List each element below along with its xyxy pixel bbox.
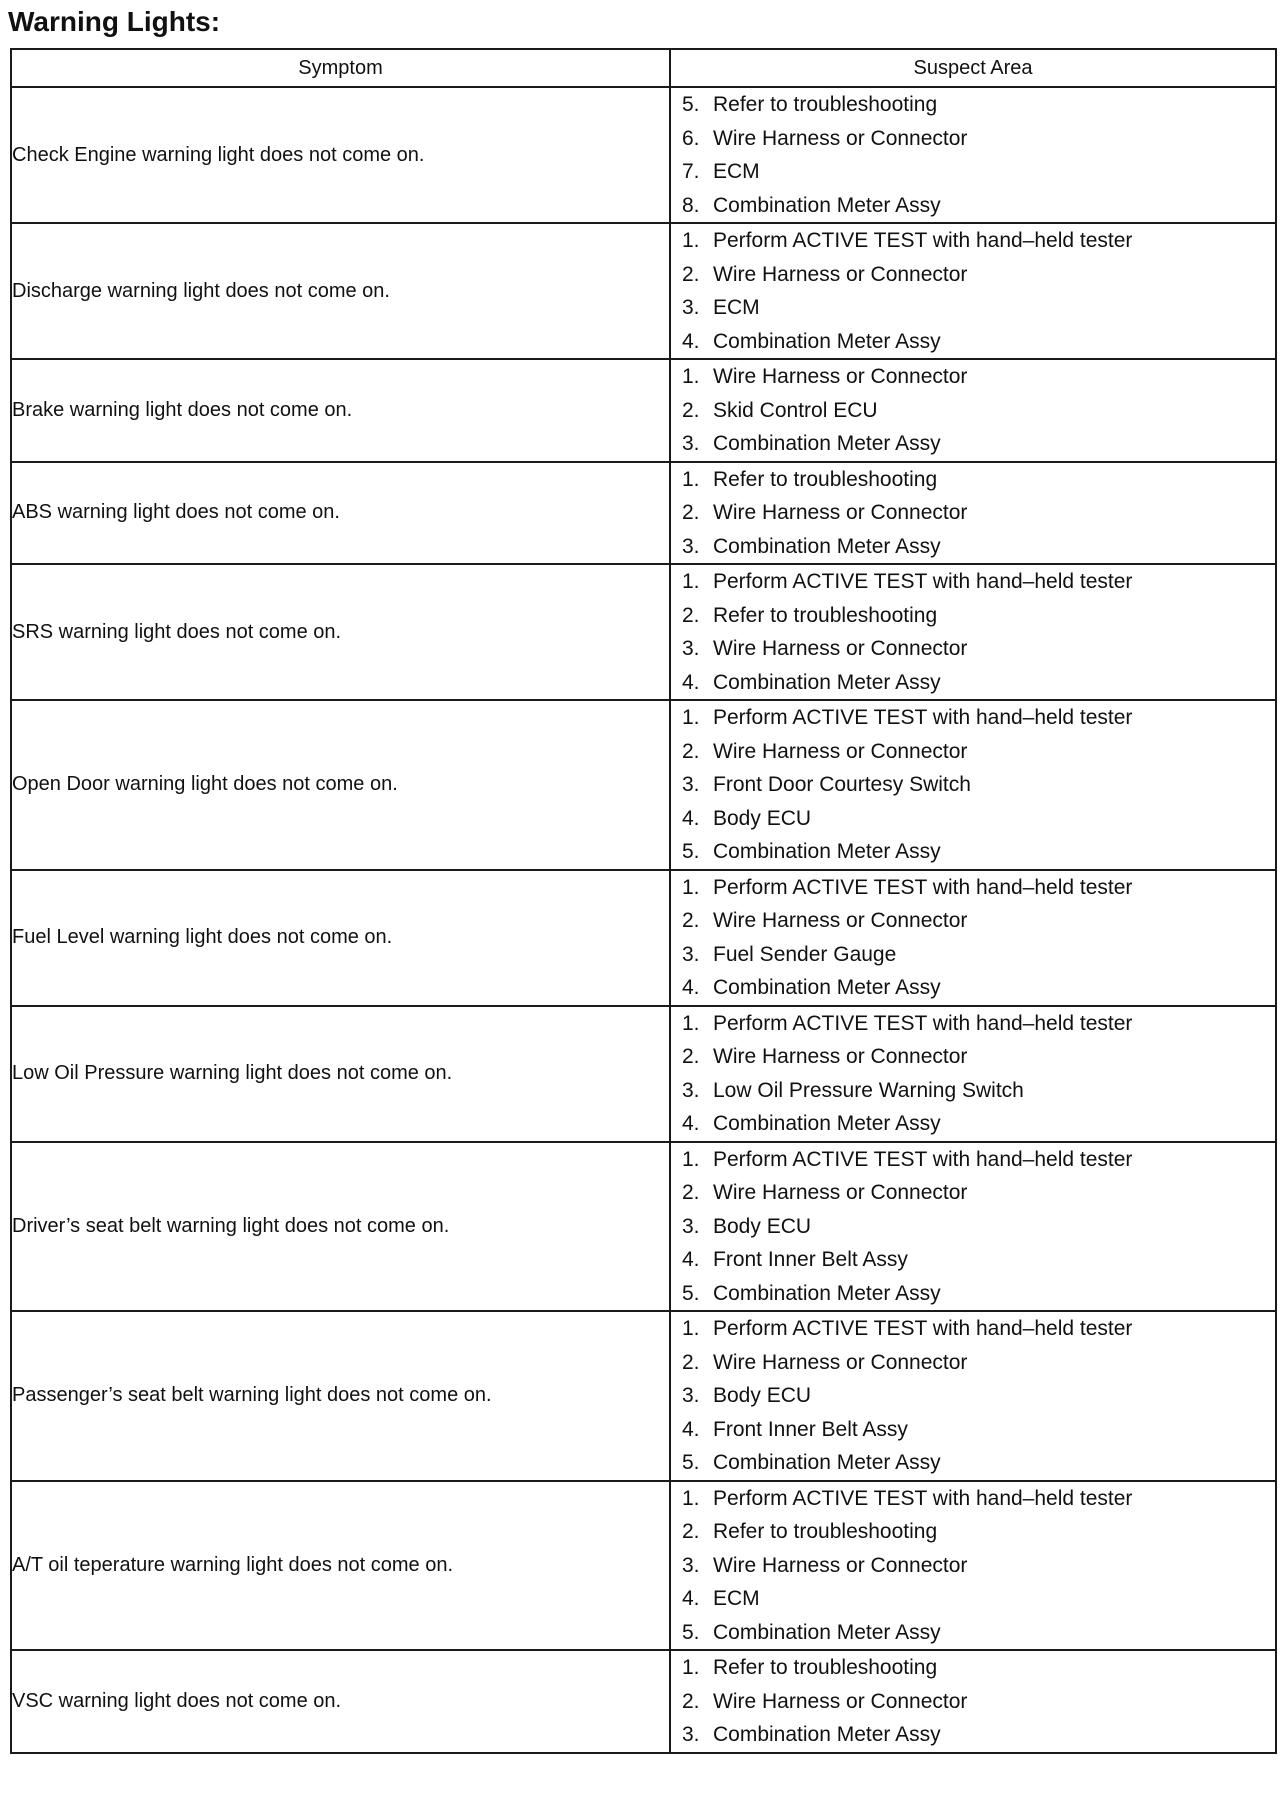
item-number: 4.	[682, 670, 700, 694]
item-text: Fuel Sender Gauge	[713, 942, 897, 966]
item-number: 4.	[682, 1112, 700, 1135]
suspect-area-item	[671, 530, 1275, 564]
item-text: Combination Meter Assy	[713, 329, 941, 353]
suspect-area-cell	[670, 223, 1276, 359]
suspect-area-item	[671, 768, 1275, 802]
item-number: 2.	[682, 1045, 700, 1068]
item-number: 1.	[682, 467, 700, 491]
suspect-area-item	[671, 1040, 1275, 1074]
table-row	[11, 1311, 1276, 1481]
item-number: 4.	[682, 1417, 700, 1441]
suspect-area-item	[671, 835, 1275, 869]
item-text: Wire Harness or Connector	[713, 1553, 968, 1577]
item-number: 5.	[682, 1281, 700, 1305]
item-number: 3.	[682, 1553, 700, 1577]
header-suspect-area: Suspect Area	[670, 49, 1276, 87]
item-number: 2.	[682, 501, 700, 524]
symptom-cell: Check Engine warning light does not come on.	[11, 87, 670, 223]
suspect-area-item	[671, 1718, 1275, 1752]
suspect-area-cell	[670, 1311, 1276, 1481]
suspect-area-item	[671, 632, 1275, 666]
symptom-cell: VSC warning light does not come on.	[11, 1650, 670, 1753]
item-number: 6.	[682, 126, 700, 150]
item-number: 1.	[682, 1147, 700, 1171]
item-number: 1.	[682, 570, 700, 593]
suspect-area-item	[671, 1582, 1275, 1616]
item-text: Refer to troubleshooting	[713, 1656, 938, 1679]
item-number: 4.	[682, 976, 700, 999]
symptom-cell: Low Oil Pressure warning light does not come on.	[11, 1006, 670, 1142]
item-number: 5.	[682, 840, 700, 863]
table-row	[11, 870, 1276, 1006]
table-row	[11, 1650, 1276, 1753]
item-number: 1.	[682, 706, 700, 729]
item-text: Perform ACTIVE TEST with hand–held tester	[713, 570, 1133, 593]
item-number: 2.	[682, 603, 700, 627]
item-number: 3.	[682, 942, 700, 966]
item-number: 3.	[682, 432, 700, 455]
suspect-area-item	[671, 1074, 1275, 1108]
item-text: Wire Harness or Connector	[713, 262, 968, 286]
item-text: Combination Meter Assy	[713, 976, 941, 999]
suspect-area-item	[671, 1243, 1275, 1277]
item-number: 1.	[682, 365, 700, 388]
symptom-cell: Brake warning light does not come on.	[11, 359, 670, 462]
item-text: Wire Harness or Connector	[713, 637, 968, 660]
suspect-area-item	[671, 871, 1275, 905]
suspect-area-item	[671, 1277, 1275, 1311]
suspect-area-item	[671, 666, 1275, 700]
suspect-area-cell	[670, 1142, 1276, 1312]
table-body	[11, 87, 1276, 1753]
item-number: 4.	[682, 329, 700, 353]
suspect-area-item	[671, 1651, 1275, 1685]
item-text: Combination Meter Assy	[713, 534, 941, 558]
item-text: Wire Harness or Connector	[713, 1045, 968, 1068]
suspect-area-cell	[670, 462, 1276, 565]
item-number: 2.	[682, 739, 700, 763]
symptom-cell: A/T oil teperature warning light does not come on.	[11, 1481, 670, 1651]
item-text: Front Inner Belt Assy	[713, 1248, 908, 1271]
table-row	[11, 1142, 1276, 1312]
symptom-cell: ABS warning light does not come on.	[11, 462, 670, 565]
suspect-area-item	[671, 599, 1275, 633]
item-number: 3.	[682, 637, 700, 660]
suspect-area-cell	[670, 870, 1276, 1006]
item-number: 7.	[682, 160, 700, 183]
item-text: Wire Harness or Connector	[713, 1350, 968, 1374]
suspect-area-item	[671, 1312, 1275, 1346]
item-number: 1.	[682, 229, 700, 252]
item-number: 2.	[682, 398, 700, 422]
item-text: Wire Harness or Connector	[713, 126, 968, 150]
item-text: Body ECU	[713, 806, 812, 830]
item-text: Combination Meter Assy	[713, 840, 941, 863]
suspect-area-item	[671, 802, 1275, 836]
suspect-area-cell	[670, 87, 1276, 223]
item-number: 1.	[682, 1486, 700, 1510]
item-text: Wire Harness or Connector	[713, 909, 968, 932]
suspect-area-item	[671, 1143, 1275, 1177]
item-text: Combination Meter Assy	[713, 432, 941, 455]
item-text: Perform ACTIVE TEST with hand–held tester	[713, 1317, 1133, 1340]
item-text: Low Oil Pressure Warning Switch	[713, 1078, 1024, 1102]
suspect-area-cell	[670, 1006, 1276, 1142]
suspect-area-item	[671, 325, 1275, 359]
item-text: Combination Meter Assy	[713, 1620, 941, 1644]
suspect-area-item	[671, 1685, 1275, 1719]
item-number: 3.	[682, 773, 700, 796]
table-row	[11, 1481, 1276, 1651]
table-row	[11, 359, 1276, 462]
symptom-cell: Fuel Level warning light does not come on.	[11, 870, 670, 1006]
suspect-area-item	[671, 938, 1275, 972]
item-number: 2.	[682, 1350, 700, 1374]
item-number: 2.	[682, 909, 700, 932]
suspect-area-item	[671, 1482, 1275, 1516]
table-row	[11, 87, 1276, 223]
table-row	[11, 564, 1276, 700]
table-row	[11, 1006, 1276, 1142]
suspect-area-item	[671, 1446, 1275, 1480]
item-text: Refer to troubleshooting	[713, 467, 938, 491]
item-number: 3.	[682, 296, 700, 319]
suspect-area-item	[671, 427, 1275, 461]
symptom-cell: Open Door warning light does not come on.	[11, 700, 670, 870]
suspect-area-item	[671, 1346, 1275, 1380]
suspect-area-item	[671, 1007, 1275, 1041]
item-text: Combination Meter Assy	[713, 1723, 941, 1746]
item-number: 2.	[682, 1181, 700, 1204]
suspect-area-cell	[670, 1650, 1276, 1753]
item-number: 3.	[682, 534, 700, 558]
item-number: 2.	[682, 1689, 700, 1713]
item-text: ECM	[713, 1587, 760, 1610]
suspect-area-item	[671, 155, 1275, 189]
item-text: Body ECU	[713, 1384, 812, 1407]
suspect-area-item	[671, 1616, 1275, 1650]
suspect-area-item	[671, 1413, 1275, 1447]
item-text: Wire Harness or Connector	[713, 1181, 968, 1204]
item-text: Refer to troubleshooting	[713, 603, 938, 627]
suspect-area-item	[671, 971, 1275, 1005]
suspect-area-item	[671, 394, 1275, 428]
item-text: Perform ACTIVE TEST with hand–held tester	[713, 229, 1133, 252]
suspect-area-item	[671, 1210, 1275, 1244]
table-row	[11, 223, 1276, 359]
suspect-area-item	[671, 565, 1275, 599]
suspect-area-item	[671, 258, 1275, 292]
item-text: ECM	[713, 160, 760, 183]
suspect-area-item	[671, 1379, 1275, 1413]
item-text: Combination Meter Assy	[713, 1451, 941, 1474]
item-number: 5.	[682, 1451, 700, 1474]
item-text: Combination Meter Assy	[713, 670, 941, 694]
item-text: Body ECU	[713, 1214, 812, 1238]
item-number: 4.	[682, 806, 700, 830]
suspect-area-cell	[670, 700, 1276, 870]
suspect-area-item	[671, 1107, 1275, 1141]
item-number: 4.	[682, 1587, 700, 1610]
item-number: 3.	[682, 1384, 700, 1407]
item-number: 5.	[682, 1620, 700, 1644]
item-text: Perform ACTIVE TEST with hand–held tester	[713, 1147, 1133, 1171]
item-text: Front Door Courtesy Switch	[713, 773, 971, 796]
item-number: 4.	[682, 1248, 700, 1271]
symptom-cell: Discharge warning light does not come on.	[11, 223, 670, 359]
item-text: Refer to troubleshooting	[713, 93, 938, 116]
item-number: 5.	[682, 93, 700, 116]
item-text: Front Inner Belt Assy	[713, 1417, 908, 1441]
suspect-area-item	[671, 1176, 1275, 1210]
symptom-cell: Passenger’s seat belt warning light does not come on.	[11, 1311, 670, 1481]
item-number: 3.	[682, 1214, 700, 1238]
suspect-area-item	[671, 189, 1275, 223]
item-text: Wire Harness or Connector	[713, 1689, 968, 1713]
symptom-cell: SRS warning light does not come on.	[11, 564, 670, 700]
suspect-area-item	[671, 701, 1275, 735]
item-number: 1.	[682, 1656, 700, 1679]
table-row	[11, 700, 1276, 870]
suspect-area-item	[671, 496, 1275, 530]
item-text: Combination Meter Assy	[713, 1112, 941, 1135]
warning-lights-table	[10, 48, 1277, 1754]
suspect-area-cell	[670, 1481, 1276, 1651]
item-number: 3.	[682, 1723, 700, 1746]
suspect-area-item	[671, 122, 1275, 156]
item-number: 1.	[682, 1011, 700, 1035]
item-number: 1.	[682, 875, 700, 899]
suspect-area-item	[671, 360, 1275, 394]
item-text: Combination Meter Assy	[713, 1281, 941, 1305]
header-symptom: Symptom	[11, 49, 670, 87]
item-text: Perform ACTIVE TEST with hand–held tester	[713, 875, 1133, 899]
table-row	[11, 462, 1276, 565]
item-text: Skid Control ECU	[713, 398, 878, 422]
item-text: Wire Harness or Connector	[713, 501, 968, 524]
item-text: Wire Harness or Connector	[713, 739, 968, 763]
suspect-area-item	[671, 224, 1275, 258]
suspect-area-item	[671, 735, 1275, 769]
symptom-cell: Driver’s seat belt warning light does not come on.	[11, 1142, 670, 1312]
suspect-area-cell	[670, 359, 1276, 462]
item-text: Perform ACTIVE TEST with hand–held tester	[713, 1486, 1133, 1510]
suspect-area-item	[671, 1515, 1275, 1549]
suspect-area-item	[671, 463, 1275, 497]
item-text: Perform ACTIVE TEST with hand–held tester	[713, 706, 1133, 729]
item-number: 1.	[682, 1317, 700, 1340]
suspect-area-item	[671, 904, 1275, 938]
item-text: ECM	[713, 296, 760, 319]
suspect-area-item	[671, 1549, 1275, 1583]
suspect-area-item	[671, 88, 1275, 122]
table-header-row	[11, 49, 1276, 87]
item-number: 2.	[682, 1520, 700, 1543]
item-text: Wire Harness or Connector	[713, 365, 968, 388]
page-title: Warning Lights:	[8, 6, 221, 37]
suspect-area-item	[671, 291, 1275, 325]
item-number: 3.	[682, 1078, 700, 1102]
item-text: Combination Meter Assy	[713, 193, 941, 217]
item-text: Refer to troubleshooting	[713, 1520, 938, 1543]
item-text: Perform ACTIVE TEST with hand–held tester	[713, 1011, 1133, 1035]
item-number: 2.	[682, 262, 700, 286]
item-number: 8.	[682, 193, 700, 217]
suspect-area-cell	[670, 564, 1276, 700]
